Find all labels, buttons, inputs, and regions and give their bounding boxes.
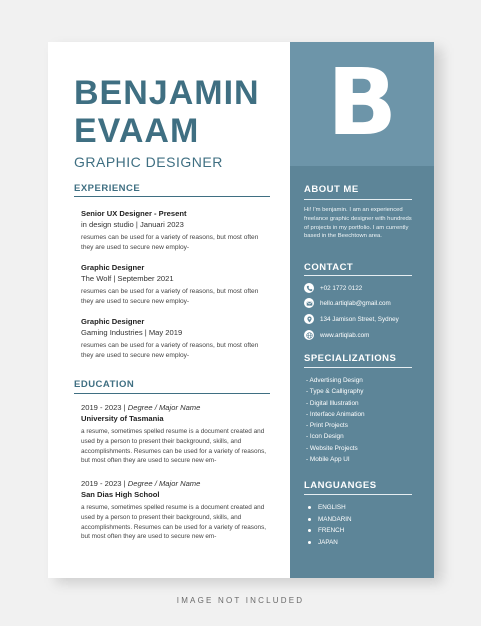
list-item [308, 537, 352, 549]
job-description: resumes can be used for a variety of reasons, but most often they are used to secure new employ- [81, 234, 259, 251]
contact-website [304, 329, 369, 341]
job-company: in design studio | Januari 2023 [81, 220, 184, 229]
about-rule [304, 199, 412, 200]
name-initial: B [326, 49, 398, 156]
bullet-icon [308, 506, 311, 509]
job-title: Senior UX Designer - Present [81, 209, 187, 218]
list-item [308, 525, 352, 537]
contact-rule [304, 275, 412, 276]
list-item [308, 502, 352, 514]
resume-page [48, 42, 434, 578]
year-range: 2019 - 2023 | [81, 479, 126, 488]
education-entry [81, 402, 276, 466]
school-name: San Dias High School [81, 490, 160, 499]
list-item [308, 514, 352, 526]
education-description: a resume, sometimes spelled resume is a document created and used by a person to present their background, skills, and accomplishments. Resumes can be used for a variety of reasons, but most often they are used to secure new em- [81, 504, 267, 541]
list-item: - Digital Illustration [306, 399, 359, 407]
job-title: Graphic Designer [81, 263, 145, 272]
list-item: - Mobile App UI [306, 456, 350, 464]
list-item: - Website Projects [306, 444, 358, 452]
email-text: hello.artiqlab@gmail.com [320, 299, 391, 307]
list-item: - Print Projects [306, 422, 348, 430]
phone-text: +02 1772 0122 [320, 284, 363, 292]
language-label: MANDARIN [318, 515, 352, 523]
address-text: 134 Jamison Street, Sydney [320, 315, 399, 323]
language-label: JAPAN [318, 538, 338, 546]
language-label: ENGLISH [318, 504, 346, 511]
degree-name: Degree / Major Name [127, 403, 201, 412]
website-text: www.artiqlab.com [320, 331, 370, 339]
education-title: EDUCATION [74, 379, 135, 390]
education-years [81, 478, 276, 489]
email-icon [304, 298, 314, 308]
education-entry [81, 478, 276, 542]
contact-email [304, 297, 391, 309]
about-title: ABOUT ME [304, 184, 359, 195]
job-company: The Wolf | September 2021 [81, 274, 174, 283]
contact-phone [304, 282, 362, 294]
degree-name: Degree / Major Name [127, 479, 201, 488]
globe-icon [304, 330, 314, 340]
job-entry [81, 208, 261, 252]
language-label: FRENCH [318, 527, 345, 534]
list-item: - Type & Calligraphy [306, 388, 364, 396]
footer-caption: IMAGE NOT INCLUDED [176, 596, 305, 605]
list-item: - Advertising Design [306, 377, 363, 384]
specializations-rule [304, 367, 412, 368]
contact-title: CONTACT [304, 262, 354, 273]
list-item: - Icon Design [306, 433, 344, 441]
specializations-title: SPECIALIZATIONS [304, 353, 397, 364]
job-description: resumes can be used for a variety of reasons, but most often they are used to secure new employ- [81, 288, 259, 305]
job-title: Graphic Designer [81, 317, 145, 326]
location-icon [304, 314, 314, 324]
languages-list [308, 502, 352, 548]
languages-title: LANGUANGES [304, 480, 377, 491]
sidebar-header [290, 42, 434, 166]
bullet-icon [308, 518, 311, 521]
job-entry [81, 316, 261, 360]
bullet-icon [308, 541, 311, 544]
education-description: a resume, sometimes spelled resume is a document created and used by a person to present their background, skills, and accomplishments. Resumes can be used for a variety of reasons, but most often they are used to secure new em- [81, 428, 267, 465]
bullet-icon [308, 529, 311, 532]
languages-rule [304, 494, 412, 495]
about-text: Hi! I'm benjamin. I am an experienced freelance graphic designer with hundreds of projects in my portfolio. I am currently based in the Beechtown area. [304, 207, 412, 240]
education-years [81, 402, 276, 413]
school-name: University of Tasmania [81, 414, 164, 423]
phone-icon [304, 283, 314, 293]
experience-rule [74, 196, 270, 197]
job-entry [81, 262, 261, 306]
specializations-list [306, 375, 365, 465]
resume-sidebar [290, 42, 434, 578]
job-company: Gaming Industries | May 2019 [81, 328, 183, 337]
contact-address [304, 313, 399, 325]
last-name: EVAAM [74, 112, 200, 150]
job-role: GRAPHIC DESIGNER [74, 154, 223, 170]
experience-title: EXPERIENCE [74, 183, 141, 194]
job-description: resumes can be used for a variety of reasons, but most often they are used to secure new employ- [81, 342, 259, 359]
year-range: 2019 - 2023 | [81, 403, 126, 412]
first-name: BENJAMIN [74, 74, 260, 112]
list-item: - Interface Animation [306, 410, 365, 418]
education-rule [74, 393, 270, 394]
